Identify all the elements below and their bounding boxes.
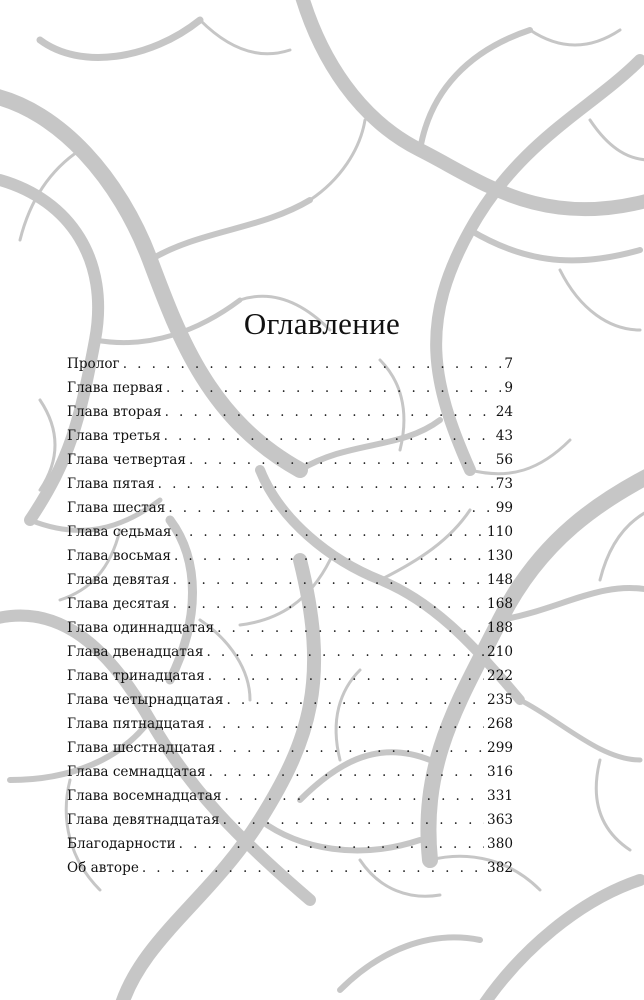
toc-entry-title: Глава девятнадцатая <box>67 812 220 828</box>
toc-entry-page-number: 316 <box>487 764 513 780</box>
toc-entry-page-number: 363 <box>487 812 513 828</box>
toc-entry-title: Об авторе <box>67 860 139 876</box>
toc-entry-title: Глава двенадцатая <box>67 644 204 660</box>
toc-entry[interactable] <box>67 716 513 740</box>
toc-entry[interactable] <box>67 860 513 884</box>
toc-entry-title: Глава одиннадцатая <box>67 620 215 636</box>
dot-leader <box>173 572 484 588</box>
toc-entry-title: Глава девятая <box>67 572 170 588</box>
toc-entry-page-number: 299 <box>487 740 513 756</box>
toc-entry[interactable] <box>67 500 513 524</box>
toc-entry[interactable] <box>67 620 513 644</box>
toc-entry[interactable] <box>67 836 513 860</box>
toc-entry-page-number: 235 <box>487 692 513 708</box>
toc-entry-page-number: 380 <box>487 836 513 852</box>
toc-entry-page-number: 7 <box>504 356 513 372</box>
dot-leader <box>226 692 484 708</box>
dot-leader <box>175 524 485 540</box>
toc-entry[interactable] <box>67 548 513 572</box>
toc-entry-page-number: 268 <box>487 716 513 732</box>
toc-entry-page-number: 9 <box>504 380 513 396</box>
toc-entry[interactable] <box>67 812 513 836</box>
dot-leader <box>166 380 501 396</box>
dot-leader <box>208 668 484 684</box>
toc-entry[interactable] <box>67 356 513 380</box>
toc-entry[interactable] <box>67 476 513 500</box>
toc-entry-title: Глава десятая <box>67 596 170 612</box>
toc-entry-title: Глава пятая <box>67 476 155 492</box>
toc-entry-title: Глава четвертая <box>67 452 186 468</box>
toc-entry[interactable] <box>67 788 513 812</box>
toc-entry-title: Глава восьмая <box>67 548 171 564</box>
toc-entry[interactable] <box>67 404 513 428</box>
dot-leader <box>206 644 484 660</box>
dot-leader <box>224 788 484 804</box>
toc-entry-title: Глава семнадцатая <box>67 764 206 780</box>
toc-entry[interactable] <box>67 380 513 404</box>
dot-leader <box>158 476 493 492</box>
toc-entry-page-number: 222 <box>487 668 513 684</box>
toc-entry[interactable] <box>67 596 513 620</box>
toc-entry-title: Глава четырнадцатая <box>67 692 224 708</box>
toc-entry-page-number: 99 <box>495 500 513 516</box>
toc-entry[interactable] <box>67 572 513 596</box>
toc-entry-page-number: 188 <box>487 620 513 636</box>
dot-leader <box>164 428 493 444</box>
toc-entry-title: Глава восемнадцатая <box>67 788 222 804</box>
toc-entry[interactable] <box>67 668 513 692</box>
toc-entry[interactable] <box>67 524 513 548</box>
toc-entry-title: Пролог <box>67 356 120 372</box>
toc-entry-title: Глава вторая <box>67 404 162 420</box>
table-of-contents <box>67 356 513 884</box>
toc-entry[interactable] <box>67 740 513 764</box>
toc-entry-title: Глава третья <box>67 428 161 444</box>
toc-entry-page-number: 148 <box>487 572 513 588</box>
dot-leader <box>218 740 484 756</box>
dot-leader <box>217 620 484 636</box>
toc-entry-page-number: 73 <box>495 476 513 492</box>
toc-entry-title: Глава первая <box>67 380 163 396</box>
toc-entry-page-number: 130 <box>487 548 513 564</box>
dot-leader <box>173 596 484 612</box>
toc-entry-page-number: 168 <box>487 596 513 612</box>
toc-entry-title: Глава шестнадцатая <box>67 740 216 756</box>
toc-entry-title: Глава пятнадцатая <box>67 716 205 732</box>
toc-entry-page-number: 210 <box>487 644 513 660</box>
dot-leader <box>179 836 484 852</box>
dot-leader <box>165 404 493 420</box>
toc-entry-page-number: 56 <box>495 452 513 468</box>
dot-leader <box>142 860 484 876</box>
toc-entry-page-number: 24 <box>495 404 513 420</box>
dot-leader <box>209 764 484 780</box>
dot-leader <box>174 548 484 564</box>
toc-entry-page-number: 110 <box>487 524 513 540</box>
toc-entry-title: Глава седьмая <box>67 524 172 540</box>
toc-entry[interactable] <box>67 428 513 452</box>
toc-entry-page-number: 43 <box>495 428 513 444</box>
dot-leader <box>223 812 484 828</box>
dot-leader <box>208 716 484 732</box>
toc-entry-title: Благодарности <box>67 836 176 852</box>
toc-entry[interactable] <box>67 452 513 476</box>
page-title: Оглавление <box>243 306 401 341</box>
toc-entry-title: Глава тринадцатая <box>67 668 205 684</box>
dot-leader <box>168 500 492 516</box>
toc-entry[interactable] <box>67 692 513 716</box>
toc-entry-title: Глава шестая <box>67 500 166 516</box>
toc-entry[interactable] <box>67 764 513 788</box>
dot-leader <box>189 452 493 468</box>
toc-entry-page-number: 382 <box>487 860 513 876</box>
dot-leader <box>123 356 502 372</box>
toc-entry[interactable] <box>67 644 513 668</box>
toc-entry-page-number: 331 <box>487 788 513 804</box>
